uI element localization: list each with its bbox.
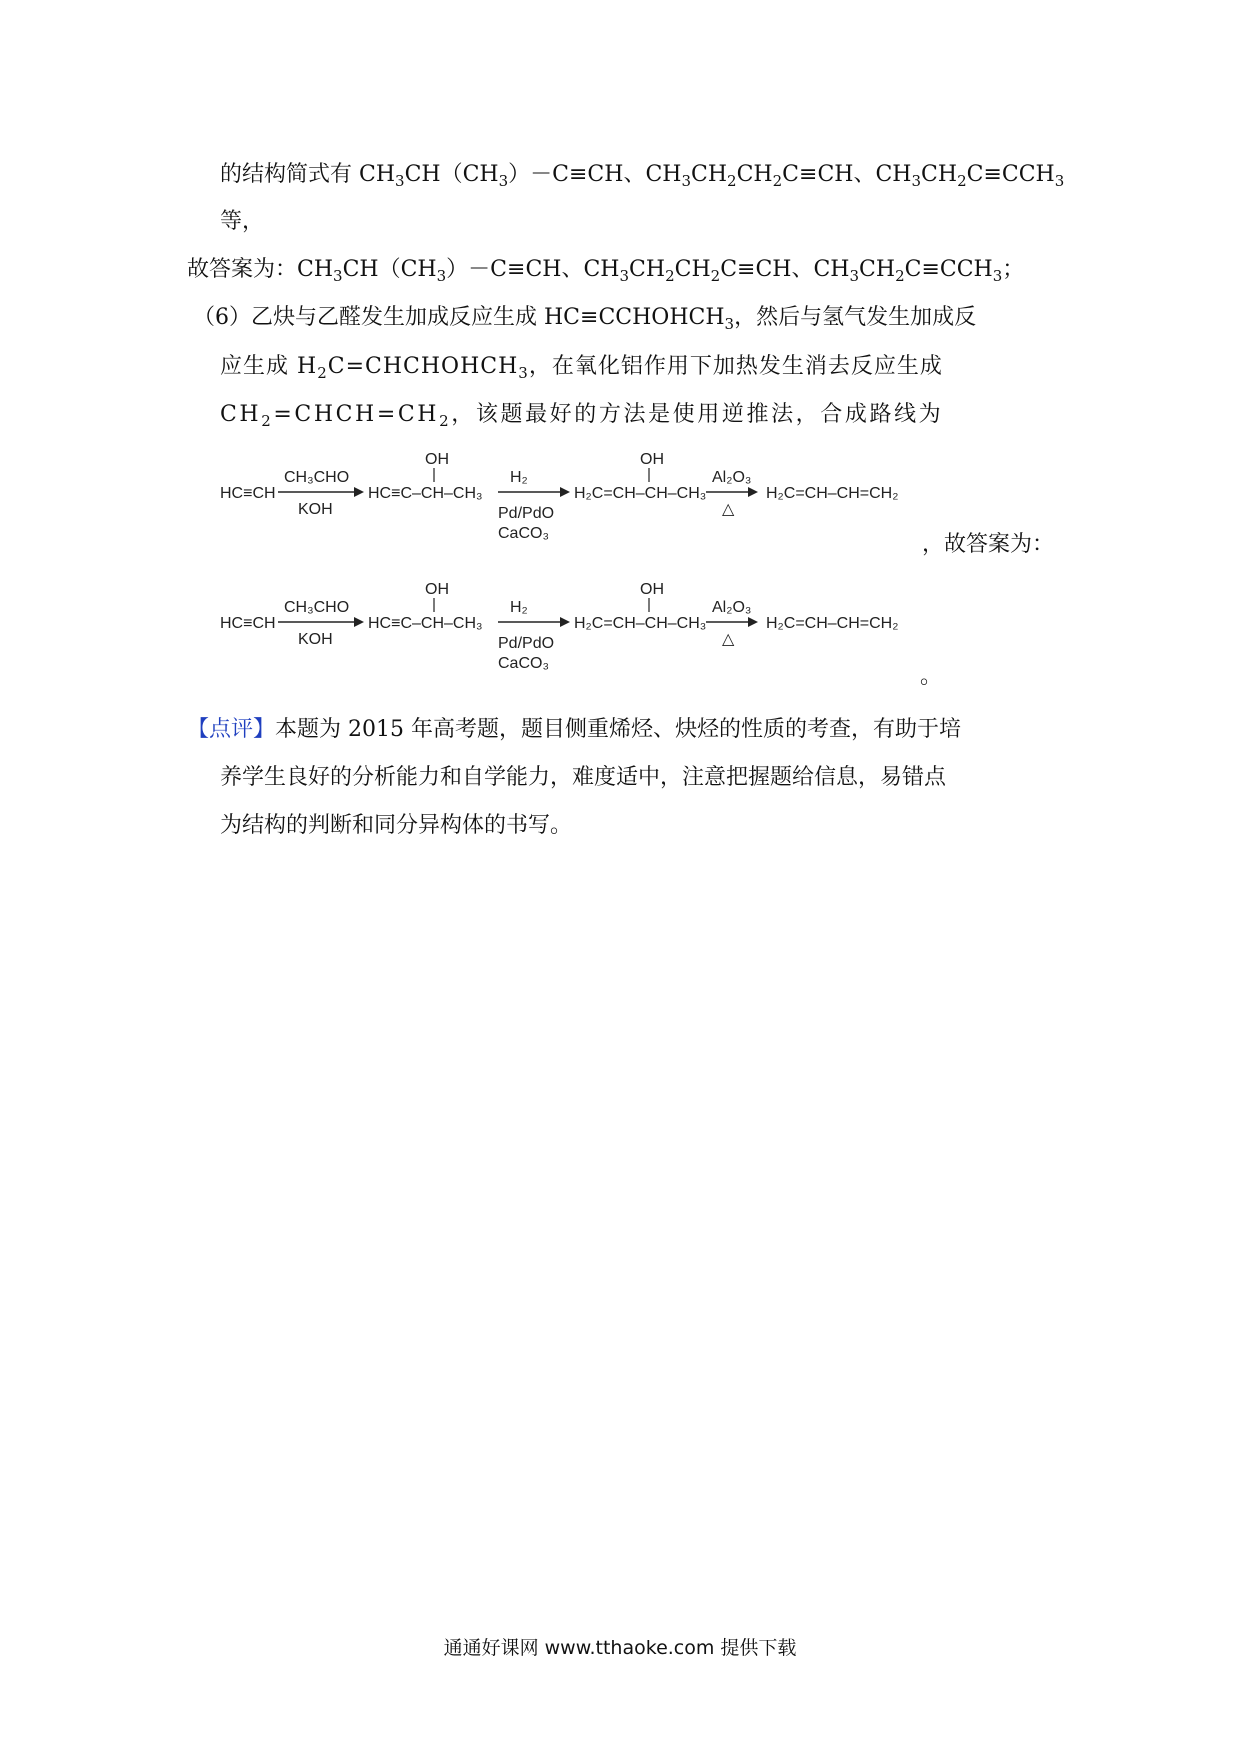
answer-line-1: 故答案为：$CH_3CH(CH_3)-C\equiv CH$、$CH_3CH_2CH_2C\equiv CH$、$CH_3CH_2C\equiv CCH_3$； [187, 257, 1025, 285]
reagent-2-top-2: H₂ [510, 599, 528, 616]
oh-label-1: OH [425, 452, 449, 468]
reagent-3-top: Al₂O₃ [712, 469, 752, 486]
scheme-product-2: H₂C=CH–CH=CH₂ [766, 615, 899, 632]
reagent-3-bottom-2: △ [722, 631, 735, 648]
text-line-1: 的结构简式有 $CH_3CH(CH_3)-C\equiv CH$、$CH_3CH_2CH_2C\equiv CH$、$CH_3CH_2C\equiv CCH_3$ [220, 162, 1065, 190]
intermediate-2: H₂C=CH–CH–CH₃ [574, 485, 707, 502]
reagent-1-top: CH₃CHO [284, 469, 350, 486]
synthesis-route-1 [220, 452, 940, 552]
scheme-start-2: HC≡CH [220, 615, 276, 632]
intermediate-1-2: HC≡C–CH–CH₃ [368, 615, 483, 632]
reagent-3-bottom: △ [722, 501, 735, 518]
oh-label-4: OH [640, 582, 664, 598]
scheme-product: H₂C=CH–CH=CH₂ [766, 485, 899, 502]
reagent-1-bottom: KOH [298, 501, 333, 518]
reagent-3-top-2: Al₂O₃ [712, 599, 752, 616]
text-line-4: （6）乙炔与乙醛发生加成反应生成 $HC\equiv CCHOHCH_3$，然后与氢气发生加成反 [193, 305, 977, 333]
intermediate-1: HC≡C–CH–CH₃ [368, 485, 483, 502]
reagent-2-top: H₂ [510, 469, 528, 486]
comment-line-2: 养学生良好的分析能力和自学能力，难度适中，注意把握题给信息，易错点 [220, 765, 947, 790]
reagent-2-bottom-2: CaCO₃ [498, 525, 549, 542]
reagent-1-bottom-2: KOH [298, 631, 333, 648]
intermediate-2-2: H₂C=CH–CH–CH₃ [574, 615, 707, 632]
oh-label-2: OH [640, 452, 664, 468]
scheme-start: HC≡CH [220, 485, 276, 502]
text-line-8: 。 [920, 664, 943, 689]
text-line-6: $CH_2=CHCH=CH_2$，该题最好的方法是使用逆推法，合成路线为 [220, 402, 944, 430]
text-line-7: ，故答案为： [922, 532, 1055, 557]
comment-line-3: 为结构的判断和同分异构体的书写。 [220, 813, 573, 838]
reagent-2-bottom-1-2: Pd/PdO [498, 635, 555, 652]
reagent-2-bottom-1: Pd/PdO [498, 505, 555, 522]
synthesis-route-2 [220, 582, 940, 682]
reagent-2-bottom-2-2: CaCO₃ [498, 655, 549, 672]
comment-line-1: 【点评】本题为 2015 年高考题，题目侧重烯烃、炔烃的性质的考查，有助于培 [187, 717, 961, 742]
page-footer: 通通好课网 www.tthaoke.com 提供下载 [443, 1637, 797, 1659]
text-line-2: 等， [220, 209, 265, 234]
text-line-5: 应生成 $H_2C=CHCHOHCH_3$，在氧化铝作用下加热发生消去反应生成 [220, 354, 943, 382]
comment-label: 【点评】 [187, 717, 276, 742]
reagent-1-top-2: CH₃CHO [284, 599, 350, 616]
oh-label-3: OH [425, 582, 449, 598]
